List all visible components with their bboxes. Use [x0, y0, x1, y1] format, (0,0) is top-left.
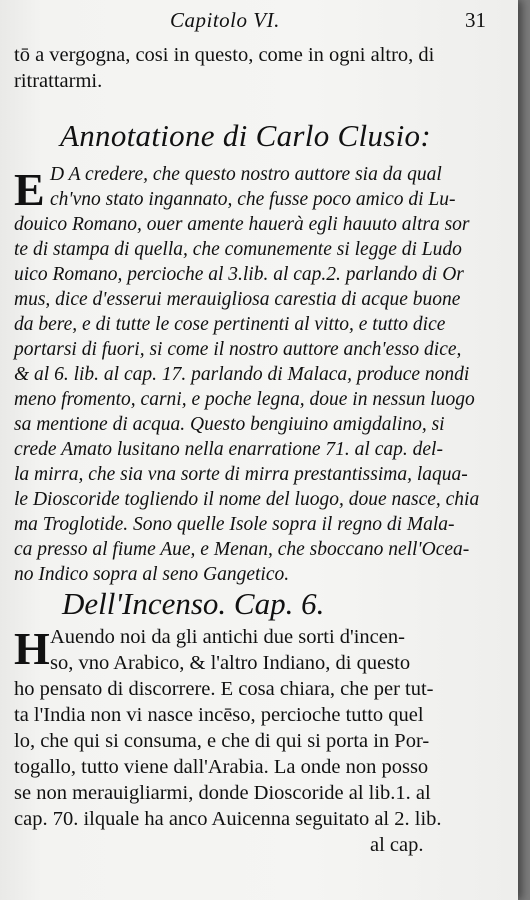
catchword: al cap.	[370, 834, 424, 856]
chapter-heading: Dell'Incenso. Cap. 6.	[62, 586, 325, 621]
page-number: 31	[465, 8, 486, 32]
annotation-line: ma Troglotide. Sono quelle Isole sopra il regno di Mala-	[14, 514, 455, 535]
annotation-line: la mirra, che sia vna sorte di mirra prestantissima, laqua-	[14, 464, 468, 485]
annotation-line: crede Amato lusitano nella enarratione 71. al cap. del-	[14, 439, 443, 460]
annotation-heading: Annotatione di Carlo Clusio:	[60, 118, 431, 153]
annotation-line: te di stampa di quella, che comunemente si legge di Ludo	[14, 239, 462, 260]
page-header	[0, 8, 500, 36]
text-line: tō a vergogna, cosi in questo, come in ogni altro, di	[14, 44, 435, 66]
chapter-line: Auendo noi da gli antichi due sorti d'incen-	[50, 626, 405, 648]
annotation-line: ca presso al fiume Aue, e Menan, che sboccano nell'Ocea-	[14, 539, 470, 560]
text-line: ritrattarmi.	[14, 70, 103, 92]
annotation-line: & al 6. lib. al cap. 17. parlando di Malaca, produce nondi	[14, 364, 470, 385]
chapter-line: so, vno Arabico, & l'altro Indiano, di questo	[50, 652, 411, 674]
annotation-line: D A credere, che questo nostro auttore sia da qual	[50, 164, 442, 185]
annotation-line: da bere, e di tutte le cose pertinenti al vitto, e tutto dice	[14, 314, 446, 335]
drop-cap: E	[14, 164, 45, 215]
annotation-line: no Indico sopra al seno Gangetico.	[14, 564, 290, 585]
annotation-line: ch'vno stato ingannato, che fusse poco amico di Lu-	[50, 189, 456, 210]
running-head: Capitolo VI.	[170, 8, 280, 32]
annotation-line: uico Romano, percioche al 3.lib. al cap.2. parlando di Or	[14, 264, 464, 285]
drop-cap: H	[14, 623, 50, 674]
annotation-line: le Dioscoride togliendo il nome del luogo, doue nasce, chia	[14, 489, 480, 510]
chapter-line: togallo, tutto viene dall'Arabia. La onde non posso	[14, 756, 429, 778]
annotation-line: mus, dice d'esserui merauigliosa carestia di acque buone	[14, 289, 461, 310]
annotation-line: portarsi di fuori, si come il nostro auttore anch'esso dice,	[14, 339, 462, 360]
chapter-line: lo, che qui si consuma, e che di qui si porta in Por-	[14, 730, 430, 752]
annotation-line: douico Romano, ouer amente hauerà egli hauuto altra sor	[14, 214, 470, 235]
chapter-line: ho pensato di discorrere. E cosa chiara, che per tut-	[14, 678, 434, 700]
chapter-line: ta l'India non vi nasce incēso, percioche tutto quel	[14, 704, 424, 726]
chapter-line: cap. 70. ilquale ha anco Auicenna seguitato al 2. lib.	[14, 808, 442, 830]
chapter-line: se non merauigliarmi, donde Dioscoride al lib.1. al	[14, 782, 431, 804]
annotation-line: sa mentione di acqua. Questo bengiuino amigdalino, si	[14, 414, 445, 435]
annotation-line: meno fromento, carni, e poche legna, doue in nessun luogo	[14, 389, 475, 410]
